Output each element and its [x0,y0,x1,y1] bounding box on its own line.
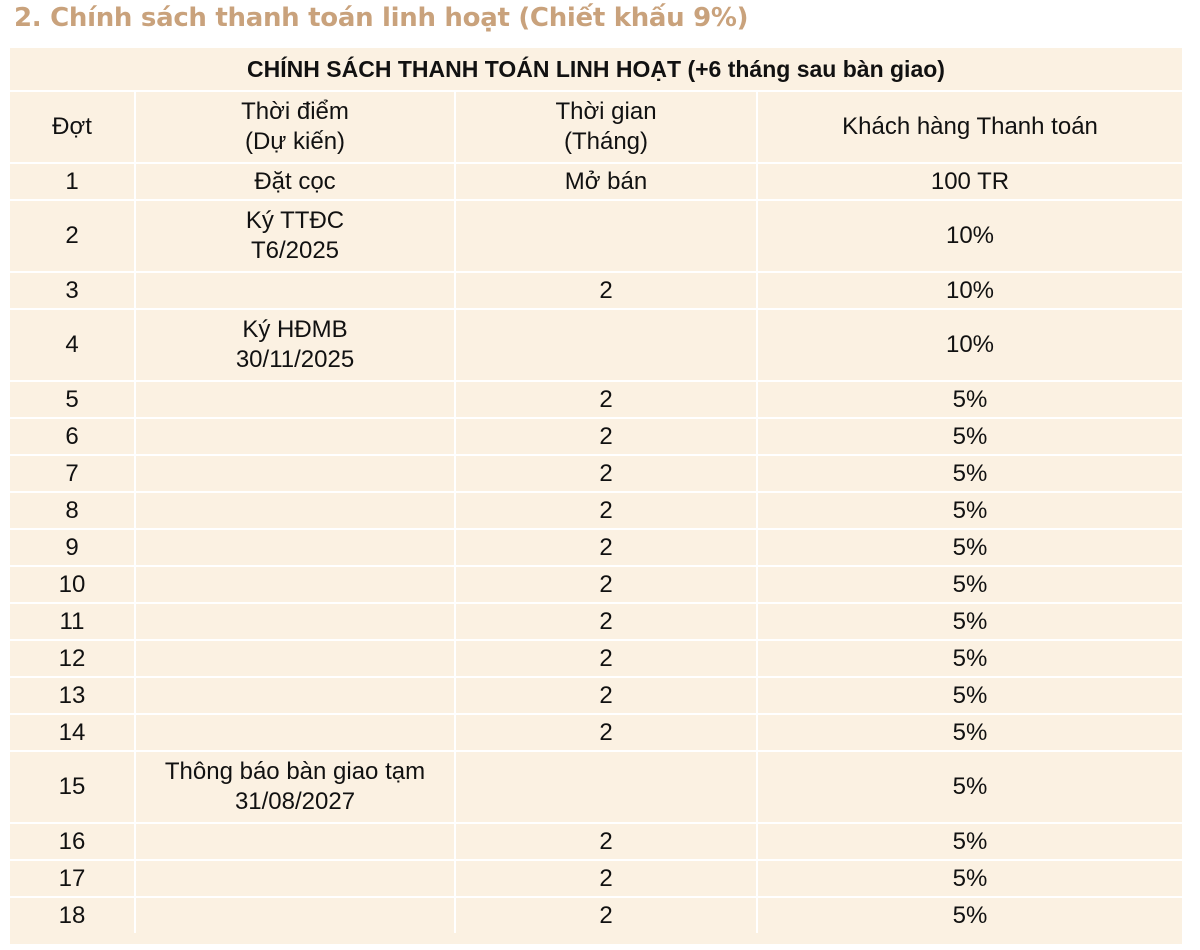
cell-thoi-diem [135,309,455,381]
header-thoi-gian [455,92,757,163]
table-row [10,751,1182,823]
cell-thoi-diem-line: Ký HĐMB [242,316,348,343]
table-row [10,640,1182,677]
section-heading: 2. Chính sách thanh toán linh hoạt (Chiết khấu 9%) [14,3,749,33]
cell-thoi-gian [455,200,757,272]
cell-thoi-gian: 2 [455,640,757,677]
cell-thoi-diem [135,897,455,933]
cell-payment: 5% [757,677,1182,714]
cell-thoi-gian: 2 [455,529,757,566]
header-thoi-gian-line: Thời gian [555,98,657,125]
cell-payment: 5% [952,901,988,929]
cell-payment: 5% [757,455,1182,492]
cell-dot: 15 [10,751,135,823]
cell-thoi-gian: 2 [455,272,757,309]
cell-thoi-diem [135,603,455,640]
cell-dot: 16 [10,823,135,860]
cell-dot: 10 [10,566,135,603]
cell-dot: 6 [10,418,135,455]
cell-dot: 17 [10,860,135,897]
cell-thoi-gian [455,309,757,381]
cell-thoi-gian: 2 [455,860,757,897]
table-row [10,309,1182,381]
cell-dot: 8 [10,492,135,529]
table-row [10,418,1182,455]
header-dot: Đợt [10,92,135,163]
cell-thoi-diem-line: 31/08/2027 [234,788,356,815]
table-row [10,603,1182,640]
cell-thoi-diem [135,529,455,566]
cell-dot: 18 [10,897,135,933]
cell-dot: 2 [10,200,135,272]
header-thoi-diem-line: (Dự kiến) [244,128,346,155]
table-row [10,714,1182,751]
header-thoi-gian-line: (Tháng) [563,128,649,155]
payment-policy-table [10,48,1182,944]
cell-thoi-diem-line: Thông báo bàn giao tạm [164,758,426,785]
table-row [10,455,1182,492]
cell-thoi-gian: 2 [455,677,757,714]
cell-payment: 5% [757,603,1182,640]
cell-thoi-diem [135,418,455,455]
cell-dot: 12 [10,640,135,677]
cell-thoi-gian: Mở bán [455,163,757,200]
cell-thoi-diem [135,677,455,714]
table-title: CHÍNH SÁCH THANH TOÁN LINH HOẠT (+6 tháng sau bàn giao) [10,48,1182,92]
cell-thoi-diem [135,566,455,603]
cell-payment: 5% [757,381,1182,418]
table-row [10,200,1182,272]
cell-dot: 7 [10,455,135,492]
cell-thoi-diem [135,714,455,751]
cell-dot: 11 [10,603,135,640]
table-row [10,823,1182,860]
cell-thoi-gian: 2 [455,381,757,418]
cell-payment: 5% [757,418,1182,455]
cell-thoi-diem [135,640,455,677]
cell-dot: 14 [10,714,135,751]
cell-thoi-diem [135,163,455,200]
cell-thoi-diem [135,860,455,897]
cell-thoi-diem-line: Đặt cọc [254,167,336,195]
table-row [10,677,1182,714]
table-row [10,381,1182,418]
cell-thoi-diem [135,823,455,860]
cell-thoi-gian: 2 [455,603,757,640]
cell-dot: 9 [10,529,135,566]
cell-payment: 5% [757,823,1182,860]
cell-thoi-diem [135,455,455,492]
cell-payment: 5% [757,529,1182,566]
cell-payment: 5% [757,492,1182,529]
header-thoi-diem-line: Thời điểm [241,98,349,125]
cell-thoi-gian: 2 [455,492,757,529]
cell-payment: 5% [757,751,1182,823]
cell-thoi-diem [135,200,455,272]
cell-payment: 5% [757,640,1182,677]
payment-schedule [10,92,1182,933]
cell-payment: 5% [757,566,1182,603]
cell-thoi-diem-line: T6/2025 [250,237,340,264]
table-row [10,492,1182,529]
cell-payment: 10% [757,200,1182,272]
cell-dot: 5 [10,381,135,418]
cell-thoi-diem-line: 30/11/2025 [235,346,355,373]
table-row [10,897,1182,933]
cell-thoi-gian: 2 [455,823,757,860]
cell-thoi-diem [135,272,455,309]
cell-dot: 13 [10,677,135,714]
cell-thoi-gian: 2 [455,455,757,492]
cell-thoi-diem [135,492,455,529]
cell-thoi-gian: 2 [455,566,757,603]
cell-dot: 3 [10,272,135,309]
header-thoi-diem [135,92,455,163]
cell-payment: 100 TR [757,163,1182,200]
cell-thoi-gian: 2 [455,418,757,455]
cell-thoi-gian [455,751,757,823]
cell-thoi-diem [135,751,455,823]
cell-thoi-gian: 2 [455,897,757,933]
cell-payment: 5% [757,714,1182,751]
table-row [10,529,1182,566]
table-row [10,272,1182,309]
cell-thoi-diem [135,381,455,418]
cell-payment: 10% [757,309,1182,381]
header-khach-hang: Khách hàng Thanh toán [757,92,1182,163]
table-row [10,860,1182,897]
table-row [10,163,1182,200]
cell-dot: 1 [10,163,135,200]
header-row [10,92,1182,163]
cell-dot: 4 [10,309,135,381]
cell-thoi-diem-line: Ký TTĐC [245,207,345,234]
cell-payment: 5% [757,860,1182,897]
cell-payment: 10% [757,272,1182,309]
table-row [10,566,1182,603]
cell-thoi-gian: 2 [455,714,757,751]
